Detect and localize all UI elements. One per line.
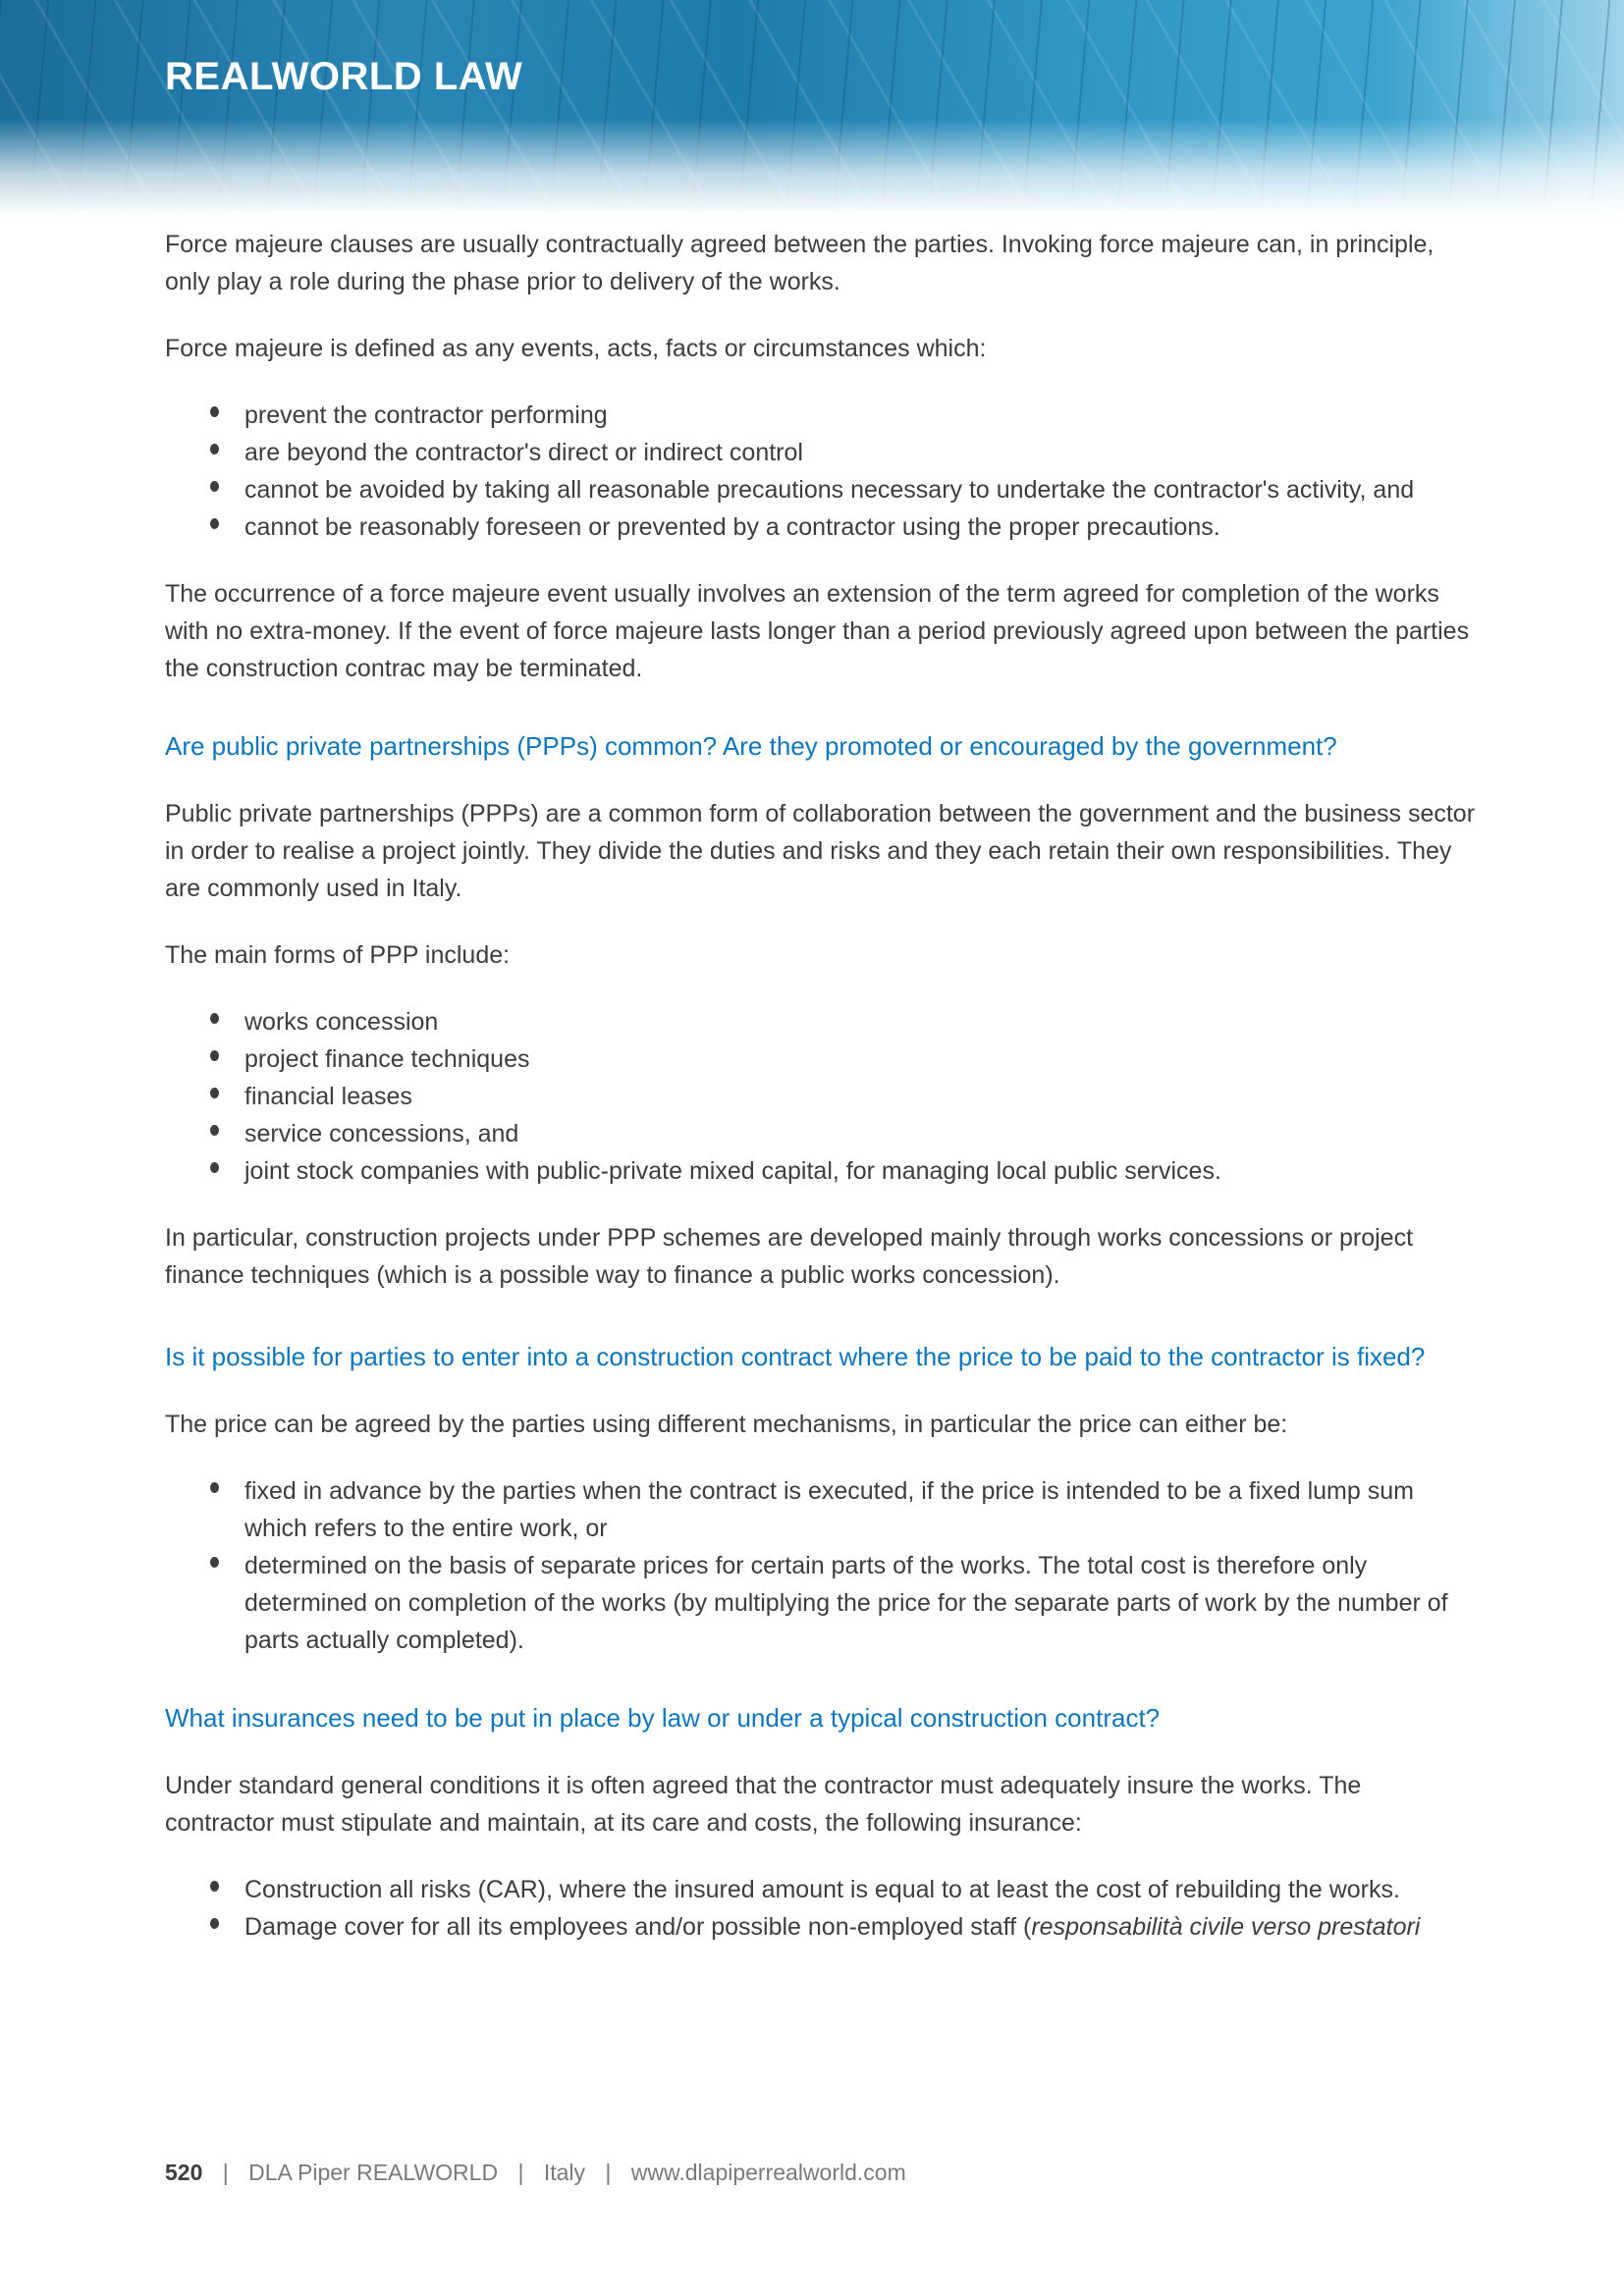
list-item: cannot be reasonably foreseen or prevented by a contractor using the proper precautions. bbox=[165, 508, 1477, 546]
bullet-icon bbox=[210, 406, 219, 417]
list-item: service concessions, and bbox=[165, 1115, 1477, 1152]
list-item: cannot be avoided by taking all reasonable precautions necessary to undertake the contractor's activity, and bbox=[165, 471, 1477, 508]
paragraph: The price can be agreed by the parties using different mechanisms, in particular the price can either be: bbox=[165, 1411, 1288, 1438]
list-item: financial leases bbox=[165, 1078, 1477, 1115]
page-content bbox=[165, 226, 1477, 1946]
bullet-icon bbox=[210, 481, 219, 492]
bullet-icon bbox=[210, 1557, 219, 1568]
country-name: Italy bbox=[543, 2160, 586, 2185]
bullet-icon bbox=[210, 1881, 219, 1892]
paragraph: Force majeure clauses are usually contractually agreed between the parties. Invoking force majeure can, in principle, only play a role during the phase prior to delivery of the works. bbox=[165, 231, 1435, 295]
bullet-icon bbox=[210, 518, 219, 529]
paragraph: In particular, construction projects under PPP schemes are developed mainly through works concessions or project finance techniques (which is a possible way to finance a public works concession). bbox=[165, 1224, 1414, 1289]
list-item: determined on the basis of separate prices for certain parts of the works. The total cost is therefore only determined on completion of the works (by multiplying the price for the separate parts of work by the number of parts actually completed). bbox=[165, 1547, 1477, 1659]
paragraph: The occurrence of a force majeure event usually involves an extension of the term agreed for completion of the works with no extra-money. If the event of force majeure lasts longer than a period previously agreed upon between the parties the construction contrac may be terminated. bbox=[165, 580, 1470, 682]
publication-name: DLA Piper REALWORLD bbox=[248, 2160, 499, 2185]
section-heading-fixed-price: Is it possible for parties to enter into a construction contract where the price to be paid to the contractor is fixed? bbox=[165, 1342, 1426, 1371]
footer-separator: | bbox=[605, 2160, 612, 2185]
bullet-icon bbox=[210, 1918, 219, 1929]
italian-term: responsabilità civile verso prestatori bbox=[1031, 1913, 1421, 1941]
footer-separator: | bbox=[517, 2160, 524, 2185]
list-item: are beyond the contractor's direct or indirect control bbox=[165, 434, 1477, 471]
force-majeure-list bbox=[165, 397, 1477, 546]
paragraph: Force majeure is defined as any events, acts, facts or circumstances which: bbox=[165, 335, 987, 362]
list-item: Damage cover for all its employees and/or possible non-employed staff (responsabilità civile verso prestatori bbox=[165, 1908, 1477, 1946]
list-item: prevent the contractor performing bbox=[165, 397, 1477, 434]
paragraph: The main forms of PPP include: bbox=[165, 941, 511, 969]
header-banner bbox=[0, 0, 1624, 216]
list-item: works concession bbox=[165, 1003, 1477, 1041]
paragraph: Under standard general conditions it is often agreed that the contractor must adequately insure the works. The contractor must stipulate and maintain, at its care and costs, the following insurance: bbox=[165, 1772, 1362, 1837]
page-footer bbox=[165, 2160, 906, 2186]
insurance-list bbox=[165, 1871, 1477, 1946]
bullet-icon bbox=[210, 1162, 219, 1173]
footer-separator: | bbox=[222, 2160, 229, 2185]
banner-title: REALWORLD LAW bbox=[165, 55, 523, 98]
bullet-icon bbox=[210, 1050, 219, 1061]
bullet-icon bbox=[210, 1013, 219, 1024]
website-link[interactable]: www.dlapiperrealworld.com bbox=[630, 2160, 906, 2185]
ppp-forms-list bbox=[165, 1003, 1477, 1190]
section-heading-insurance: What insurances need to be put in place by law or under a typical construction contract? bbox=[165, 1703, 1161, 1733]
page-number: 520 bbox=[165, 2160, 203, 2185]
list-item: fixed in advance by the parties when the contract is executed, if the price is intended to be a fixed lump sum which refers to the entire work, or bbox=[165, 1472, 1477, 1547]
bullet-icon bbox=[210, 1482, 219, 1493]
paragraph: Public private partnerships (PPPs) are a common form of collaboration between the government and the business sector in order to realise a project jointly. They divide the duties and risks and they each retain their own responsibilities. They are commonly used in Italy. bbox=[165, 800, 1476, 902]
list-item: joint stock companies with public-private mixed capital, for managing local public services. bbox=[165, 1152, 1477, 1190]
list-item: Construction all risks (CAR), where the insured amount is equal to at least the cost of rebuilding the works. bbox=[165, 1871, 1477, 1908]
bullet-icon bbox=[210, 1088, 219, 1098]
bullet-icon bbox=[210, 444, 219, 454]
bullet-icon bbox=[210, 1125, 219, 1136]
list-item: project finance techniques bbox=[165, 1041, 1477, 1078]
section-heading-ppp: Are public private partnerships (PPPs) common? Are they promoted or encouraged by the government? bbox=[165, 731, 1337, 761]
price-mechanisms-list bbox=[165, 1472, 1477, 1659]
